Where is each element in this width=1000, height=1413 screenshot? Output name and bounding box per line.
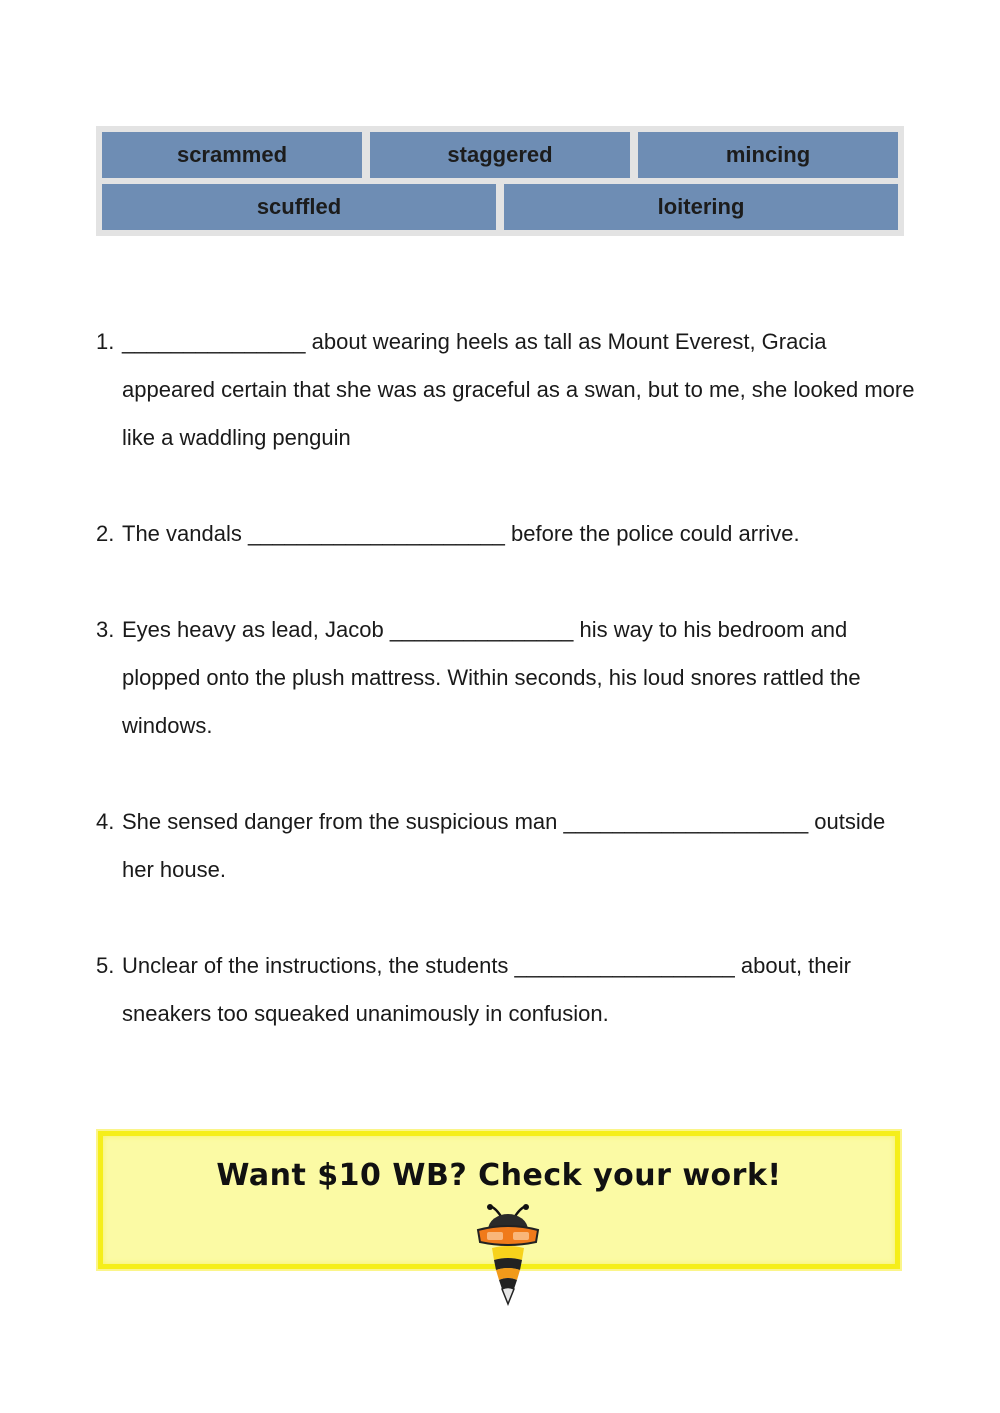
- word-chip-mincing[interactable]: mincing: [638, 132, 898, 178]
- question-item: [96, 510, 916, 558]
- question-number: 3.: [96, 617, 115, 642]
- question-number: 5.: [96, 953, 115, 978]
- word-bank-row: [102, 184, 898, 230]
- question-text[interactable]: The vandals _____________________ before the police could arrive.: [122, 521, 800, 546]
- question-number: 1.: [96, 329, 115, 354]
- question-number: 2.: [96, 521, 115, 546]
- question-item: [96, 942, 916, 1038]
- question-item: [96, 606, 916, 750]
- banner-title: Want $10 WB? Check your work!: [216, 1158, 782, 1193]
- question-number: 4.: [96, 809, 115, 834]
- word-bank-row: [102, 132, 898, 178]
- bee-mascot-icon: [468, 1204, 548, 1310]
- word-chip-loitering[interactable]: loitering: [504, 184, 898, 230]
- question-text[interactable]: _______________ about wearing heels as tall as Mount Everest, Gracia appeared certain that she was as graceful as a swan, but to me, she looked more like a waddling penguin: [122, 329, 915, 450]
- question-item: [96, 318, 916, 462]
- question-list: [96, 318, 916, 1086]
- question-text[interactable]: Unclear of the instructions, the students __________________ about, their sneakers too squeaked unanimously in confusion.: [122, 953, 851, 1026]
- word-bank: [96, 126, 904, 236]
- question-text[interactable]: She sensed danger from the suspicious man ____________________ outside her house.: [122, 809, 886, 882]
- question-text[interactable]: Eyes heavy as lead, Jacob _______________ his way to his bedroom and plopped onto the plush mattress. Within seconds, his loud snores rattled the windows.: [122, 617, 861, 738]
- word-chip-scrammed[interactable]: scrammed: [102, 132, 362, 178]
- word-chip-scuffled[interactable]: scuffled: [102, 184, 496, 230]
- question-item: [96, 798, 916, 894]
- word-chip-staggered[interactable]: staggered: [370, 132, 630, 178]
